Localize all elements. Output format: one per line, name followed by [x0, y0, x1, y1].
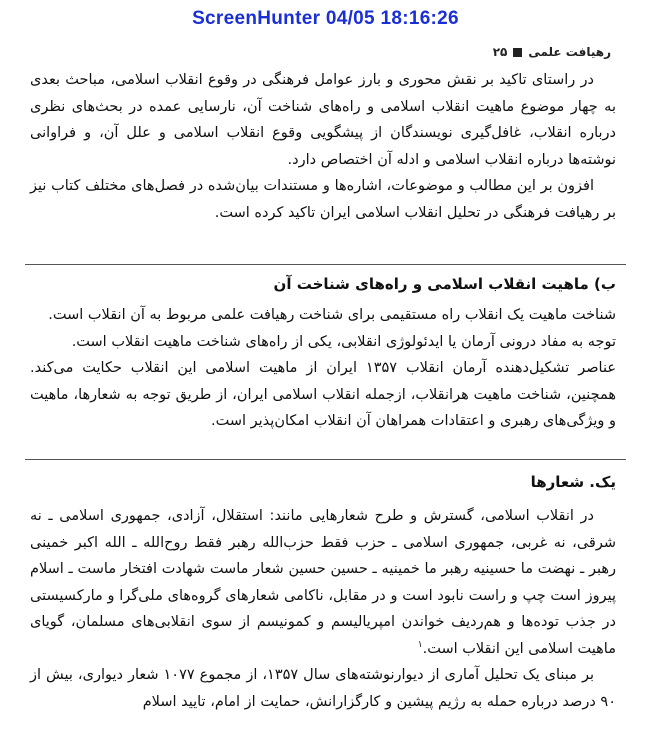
section-3-text	[30, 503, 616, 715]
running-head	[493, 45, 611, 59]
section-heading: ب) ماهیت انقلاب اسلامی و راه‌های شناخت آن	[273, 275, 616, 293]
paragraph: شناخت ماهیت یک انقلاب راه مستقیمی برای شناخت رهیافت علمی مربوط به آن انقلاب است.	[48, 307, 616, 323]
square-bullet-icon	[513, 48, 522, 57]
section-2-text	[30, 302, 616, 435]
subsection-heading: یک. شعارها	[530, 473, 616, 491]
footnote-mark[interactable]: ۱	[417, 639, 423, 650]
paragraph-text: در انقلاب اسلامی، گسترش و طرح شعارهایی مانند: استقلال، آزادی، جمهوری اسلامی ـ نه شرقی، نه غربی، جمهوری اسلامی ـ حزب فقط حزب‌الله رهبر فقط روح‌الله ـ الله اکبر خمینی رهبر ـ نهضت ما حسینیه رهبر ما خمینیه ـ حسین حسین شعار ماست شهادت افتخار ماست ـ اسلام پیروز است چپ و راست نابود است و در مقابل، ناکامی شعارهای گروه‌های ملی‌گرا و مارکسیستی در جذب توده‌ها و هم‌ردیف خواندن امپریالیسم و کمونیسم از سوی انقلابی‌های مسلمان، گویای ماهیت اسلامی این انقلاب است.	[30, 508, 616, 657]
book-page	[0, 38, 651, 753]
paragraph: بر مبنای یک تحلیل آماری از دیوارنوشته‌های سال ۱۳۵۷، از مجموع ۱۰۷۷ شعار دیواری، بیش از ۹۰ درصد درباره حمله به رژیم پیشین و کارگزارانش، حمایت از امام، تایید اسلام	[30, 667, 616, 710]
section-divider	[25, 264, 626, 265]
paragraph: در راستای تاکید بر نقش محوری و بارز عوامل فرهنگی در وقوع انقلاب اسلامی، مباحث بعدی به چهار موضوع ماهیت انقلاب اسلامی و راه‌های شناخت آن، نارسایی عمده در بحث‌های نظری درباره انقلاب، غافل‌گیری نویسندگان از پیشگویی وقوع انقلاب اسلامی و علل آن، و فراوانی نوشته‌ها درباره انقلاب اسلامی و ادله آن اختصاص دارد.	[30, 72, 616, 168]
paragraph: عناصر تشکیل‌دهنده آرمان انقلاب ۱۳۵۷ ایران از ماهیت اسلامی این انقلاب حکایت می‌کند. همچنین، شناخت ماهیت هرانقلاب، ازجمله انقلاب اسلامی ایران، از طریق توجه به شعارها، ماهیت و ویژگی‌های رهبری و اعتقادات همراهان آن انقلاب امکان‌پذیر است.	[30, 360, 616, 429]
page-number: ۲۵	[492, 45, 508, 59]
paragraph: افزون بر این مطالب و موضوعات، اشاره‌ها و مستندات بیان‌شده در فصل‌های مختلف کتاب نیز بر رهیافت فرهنگی در تحلیل انقلاب اسلامی ایران تاکید کرده است.	[30, 178, 616, 221]
running-head-title: رهیافت علمی	[528, 45, 611, 59]
section-divider	[25, 459, 626, 460]
paragraph	[30, 503, 616, 662]
section-1-text	[30, 67, 616, 226]
screenshot-banner: ScreenHunter 04/05 18:16:26	[192, 8, 459, 29]
paragraph: توجه به مفاد درونی آرمان یا ایدئولوژی انقلابی، یکی از راه‌های شناخت ماهیت انقلاب است.	[71, 333, 616, 350]
